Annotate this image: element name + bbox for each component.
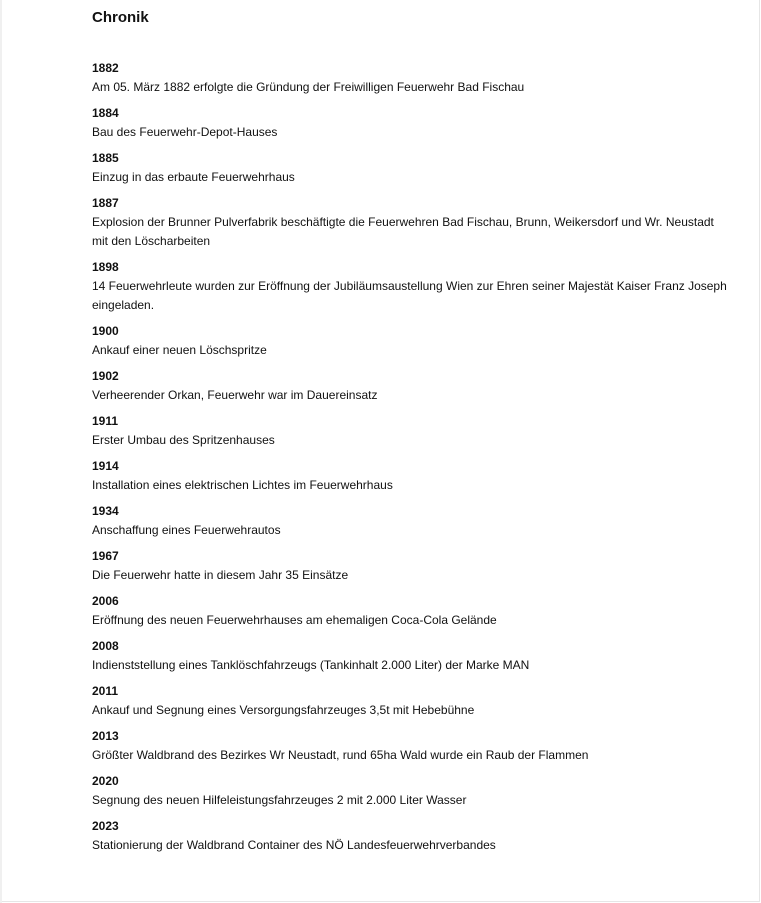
entry-text: Eröffnung des neuen Feuerwehrhauses am ehemaligen Coca-Cola Gelände — [92, 613, 497, 627]
entry-text: Einzug in das erbaute Feuerwehrhaus — [92, 170, 295, 184]
entry-text: Größter Waldbrand des Bezirkes Wr Neustadt, rund 65ha Wald wurde ein Raub der Flammen — [92, 748, 589, 762]
entry-text: Erster Umbau des Spritzenhauses — [92, 433, 275, 447]
left-divider — [0, 0, 2, 903]
chronicle-entry — [92, 639, 732, 675]
chronicle-entry — [92, 324, 732, 360]
chronicle-entry — [92, 369, 732, 405]
chronicle-entry — [92, 196, 732, 251]
page-title: Chronik — [92, 9, 149, 26]
chronicle-entry — [92, 684, 732, 720]
chronicle-entry — [92, 774, 732, 810]
entry-text: Verheerender Orkan, Feuerwehr war im Dauereinsatz — [92, 388, 378, 402]
chronicle-entry — [92, 414, 732, 450]
entry-year: 1900 — [92, 324, 119, 338]
entry-text: Stationierung der Waldbrand Container des NÖ Landesfeuerwehrverbandes — [92, 838, 496, 852]
entry-text: Indienststellung eines Tanklöschfahrzeugs (Tankinhalt 2.000 Liter) der Marke MAN — [92, 658, 530, 672]
entry-year: 1902 — [92, 369, 119, 383]
entry-text: Die Feuerwehr hatte in diesem Jahr 35 Einsätze — [92, 568, 349, 582]
chronicle-entry — [92, 594, 732, 630]
chronicle-entry — [92, 151, 732, 187]
entry-text: 14 Feuerwehrleute wurden zur Eröffnung der Jubiläumsaustellung Wien zur Ehren seiner Majestät Kaiser Franz Joseph eingeladen. — [92, 279, 727, 312]
chronicle-entry — [92, 260, 732, 315]
entry-year: 2023 — [92, 819, 119, 833]
entry-year: 1934 — [92, 504, 119, 518]
chronicle-entry — [92, 106, 732, 142]
entry-text: Explosion der Brunner Pulverfabrik beschäftigte die Feuerwehren Bad Fischau, Brunn, Weikersdorf und Wr. Neustadt mit den Löscharbeiten — [92, 215, 714, 248]
entry-year: 1967 — [92, 549, 119, 563]
entry-year: 1887 — [92, 196, 119, 210]
chronicle-entry — [92, 819, 732, 855]
entry-year: 1885 — [92, 151, 119, 165]
chronicle-entry — [92, 729, 732, 765]
chronicle-entry — [92, 61, 732, 97]
entry-text: Installation eines elektrischen Lichtes im Feuerwehrhaus — [92, 478, 393, 492]
entry-year: 1911 — [92, 414, 119, 428]
entry-text: Anschaffung eines Feuerwehrautos — [92, 523, 281, 537]
entry-text: Am 05. März 1882 erfolgte die Gründung der Freiwilligen Feuerwehr Bad Fischau — [92, 80, 525, 94]
entry-year: 2020 — [92, 774, 119, 788]
entry-text: Ankauf und Segnung eines Versorgungsfahrzeuges 3,5t mit Hebebühne — [92, 703, 475, 717]
entry-year: 1898 — [92, 260, 119, 274]
chronicle-entry — [92, 504, 732, 540]
entry-year: 2013 — [92, 729, 119, 743]
chronicle-entry — [92, 459, 732, 495]
entry-year: 1884 — [92, 106, 119, 120]
chronicle-entry — [92, 549, 732, 585]
entry-year: 2011 — [92, 684, 119, 698]
entry-year: 1914 — [92, 459, 119, 473]
entry-text: Ankauf einer neuen Löschspritze — [92, 343, 267, 357]
entry-year: 2006 — [92, 594, 119, 608]
entry-year: 2008 — [92, 639, 119, 653]
entry-text: Bau des Feuerwehr-Depot-Hauses — [92, 125, 278, 139]
entry-text: Segnung des neuen Hilfeleistungsfahrzeuges 2 mit 2.000 Liter Wasser — [92, 793, 467, 807]
chronicle-section — [92, 9, 732, 864]
entry-year: 1882 — [92, 61, 119, 75]
